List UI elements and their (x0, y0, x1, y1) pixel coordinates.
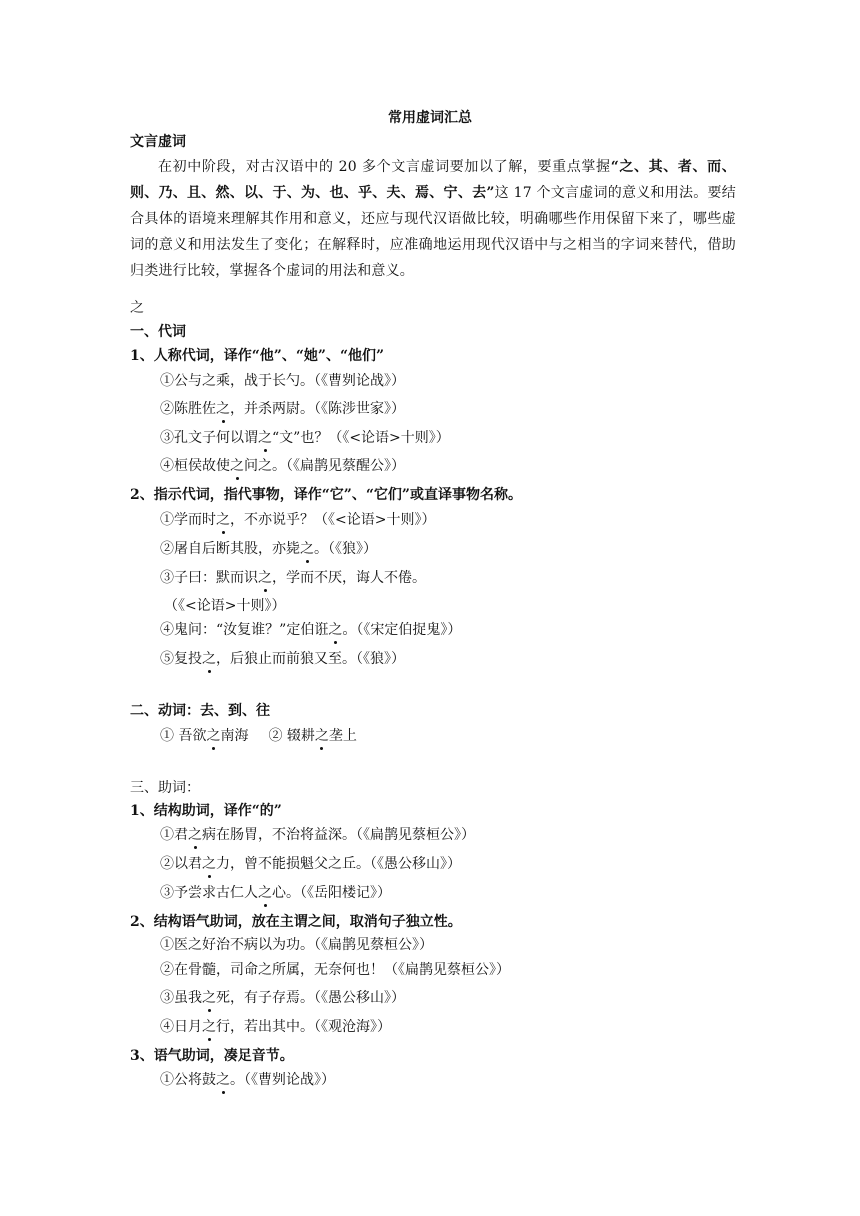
section-heading-pronoun: 一、代词 (130, 324, 186, 340)
intro-key-words: “之、其、者、而、则、乃、且、然、以、于、为、也、乎、夫、焉、宁、去” (130, 159, 736, 201)
emphasis-char: 之 (202, 990, 216, 1006)
emphasis-char: 之 (216, 1072, 230, 1088)
emphasis-char: 之 (300, 541, 314, 557)
example-source-continuation: （《<论语>十则》） (164, 598, 286, 614)
emphasis-char: 之 (314, 728, 329, 744)
example-line: ②屠自后断其股，亦毙之。（《狼》） (160, 541, 377, 557)
subsection-heading-structural-modal-particle: 2、结构语气助词，放在主谓之间，取消句子独立性。 (130, 914, 462, 930)
emphasis-char: 之 (258, 885, 272, 901)
emphasis-char: 之 (206, 728, 221, 744)
example-line: ②以君之力，曾不能损魁父之丘。（《愚公移山》） (160, 856, 461, 872)
subsection-heading-structural-particle: 1、结构助词，译作“的” (130, 803, 282, 819)
example-line: ①学而时之，不亦说乎？（《<论语>十则》） (160, 512, 436, 528)
example-line: ②在骨髓，司命之所属，无奈何也！（《扁鹊见蔡桓公》） (160, 962, 510, 978)
example-line: ③子曰：默而识之，学而不厌，诲人不倦。 (160, 570, 426, 586)
emphasis-char: 之 (202, 856, 216, 872)
intro-text-part2: 这 17 个文言虚词的意义和用法。要结合具体的语境来理解其作用和意义，还应与现代汉语做比较，明确哪些作用保留下来了，哪些虚词的意义和用法发生了变化；在解释时，应准确地运用现代汉语中与之相当的字词来替代，借助归类进行比较，掌握各个虚词的用法和意义。 (130, 185, 736, 279)
subsection-heading-demonstrative-pronoun: 2、指示代词，指代事物，译作“它”、“它们”或直译事物名称。 (130, 487, 522, 503)
emphasis-char: 之 (258, 430, 272, 446)
example-line: ②陈胜佐之，并杀两尉。（《陈涉世家》） (160, 401, 405, 417)
example-line: ①医之好治不病以为功。（《扁鹊见蔡桓公》） (160, 937, 433, 953)
section-heading-particle: 三、助词： (130, 780, 200, 796)
example-line: ⑤复投之，后狼止而前狼又至。（《狼》） (160, 651, 405, 667)
emphasis-char: 之 (216, 512, 230, 528)
example-line: ④桓侯故使之问之。（《扁鹊见蔡醒公》） (160, 458, 405, 474)
emphasis-char: 之 (202, 1019, 216, 1035)
emphasis-char: 之 (230, 458, 244, 474)
example-line: ③虽我之死，有子存焉。（《愚公移山》） (160, 990, 405, 1006)
intro-section (130, 130, 736, 284)
example-line: ④日月之行，若出其中。（《观沧海》） (160, 1019, 391, 1035)
example-line: ①公与之乘，战于长勺。（《曹刿论战》） (160, 373, 405, 389)
subsection-heading-modal-particle: 3、语气助词，凑足音节。 (130, 1048, 294, 1064)
emphasis-char: 之 (328, 622, 343, 638)
emphasis-char: 之 (188, 827, 202, 843)
emphasis-char: 之 (258, 570, 272, 586)
example-line: ③予尝求古仁人之心。（《岳阳楼记》） (160, 885, 391, 901)
emphasis-char: 之 (216, 401, 230, 417)
example-line: ① 吾欲之南海 ② 辍耕之垄上 (160, 728, 357, 744)
intro-heading: 文言虚词 (130, 134, 186, 150)
example-line: ①公将鼓之。（《曹刿论战》） (160, 1072, 335, 1088)
example-line: ①君之病在肠胃，不治将益深。（《扁鹊见蔡桓公》） (160, 827, 475, 843)
section-heading-verb: 二、动词：去、到、往 (130, 703, 270, 719)
page-title: 常用虚词汇总 (388, 110, 472, 126)
example-line: ③孔文子何以谓之“文”也？（《<论语>十则》） (160, 430, 450, 446)
subsection-heading-personal-pronoun: 1、人称代词，译作“他”、“她”、“他们” (130, 348, 385, 364)
emphasis-char: 之 (202, 651, 216, 667)
intro-paragraph (130, 154, 736, 284)
example-line: ④鬼问：“汝复谁？”定伯诳之。（《宋定伯捉鬼》） (160, 622, 462, 638)
section-heading-zhi: 之 (130, 300, 144, 316)
intro-text-part1: 在初中阶段，对古汉语中的 20 多个文言虚词要加以了解，要重点掌握 (158, 159, 611, 175)
